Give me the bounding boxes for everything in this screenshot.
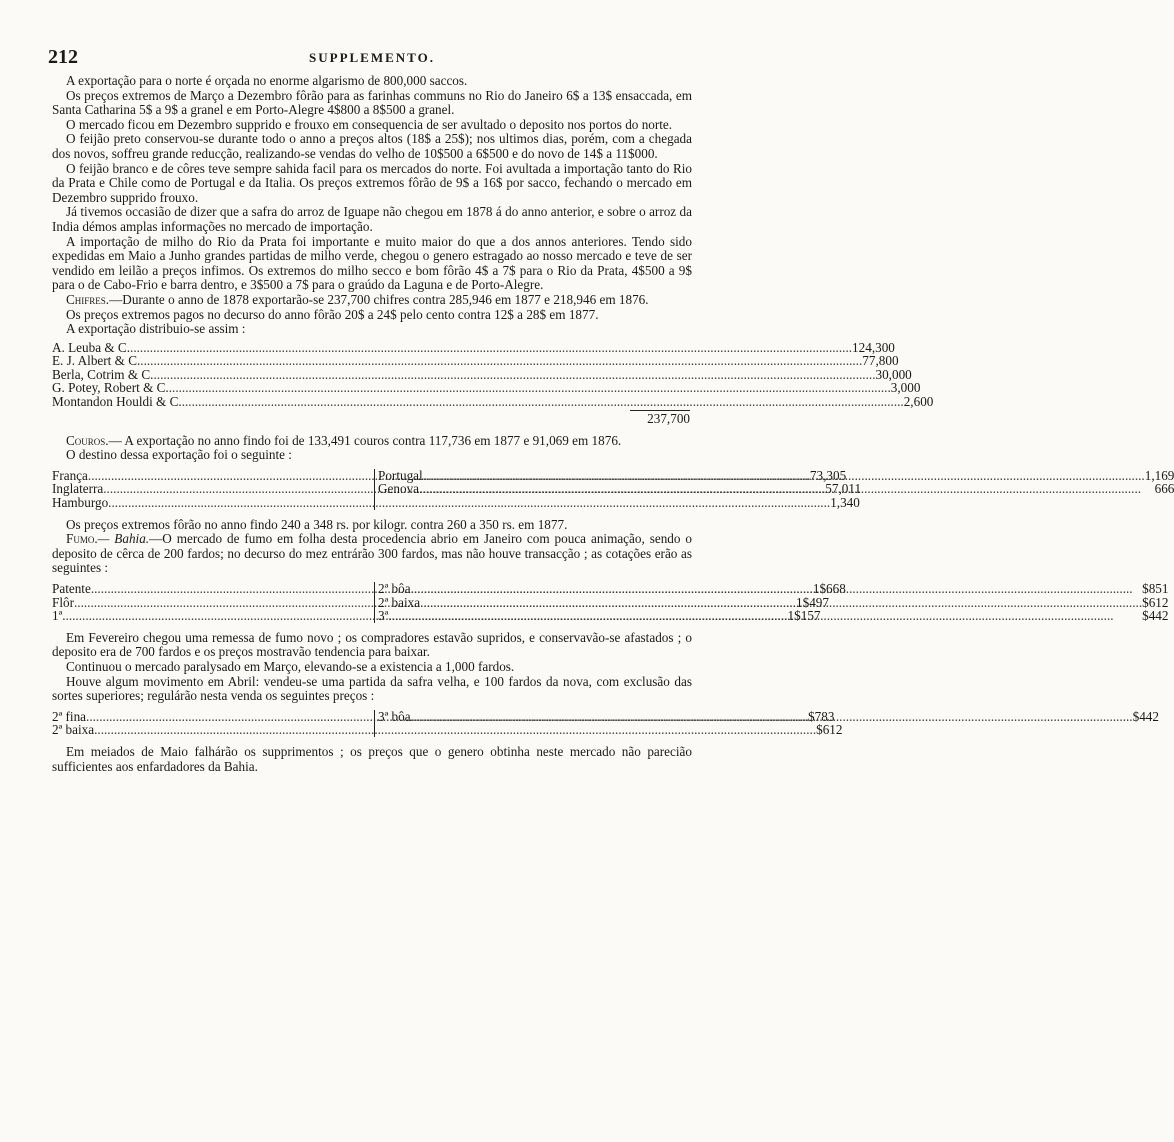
chifres-text: —Durante o anno de 1878 exportarão-se 237,700 chifres contra 285,946 em 1877 e 218,946 em 1876. <box>109 291 649 307</box>
item-value: 77,800 <box>862 353 899 369</box>
item-value: $783 <box>808 708 835 724</box>
item-name: Flôr <box>52 594 74 610</box>
fumo-paragraph <box>52 532 692 576</box>
item-value: 1,340 <box>830 495 860 511</box>
section-head-chifres: Chifres. <box>66 291 110 307</box>
fumo-prices-table <box>52 581 1169 624</box>
list-item <box>378 710 1159 724</box>
chifres-exporters-list <box>52 339 934 410</box>
item-value: 666 <box>1154 481 1174 497</box>
item-value: $442 <box>1142 608 1169 624</box>
paragraph: Já tivemos occasião de dizer que a safra do arroz de Iguape não chegou em 1878 á do anno anterior, e sobre o arroz da India démos amplas informações no mercado de importação. <box>52 204 692 234</box>
item-value: 3,000 <box>890 380 921 396</box>
list-item <box>378 609 1168 623</box>
item-name: 2ª bôa <box>378 581 411 596</box>
paragraph: A exportação distribuio-se assim : <box>66 321 246 337</box>
list-item <box>52 353 899 369</box>
list-item <box>52 339 895 355</box>
item-name: Montandon Houldi & C. <box>52 394 182 410</box>
list-item <box>378 596 1168 610</box>
item-name: Portugal <box>378 467 423 483</box>
item-name: A. Leuba & C. <box>52 339 131 355</box>
fumo-subhead: — Bahia. <box>97 531 150 547</box>
item-name: Hamburgo <box>52 495 109 511</box>
item-name: 3ª. <box>378 608 392 624</box>
paragraph: Houve algum movimento em Abril: vendeu-se uma partida da safra velha, e 100 fardos da nova, com exclusão das sortes superiores; regulárão nesta venda os seguintes preços : <box>52 673 692 704</box>
paragraph: Em meiados de Maio falhárão os supprimentos ; os preços que o genero obtinha neste mercado não parecião sufficientes aos enfardadores da Bahia. <box>52 743 692 774</box>
item-name: Inglaterra <box>52 481 104 497</box>
item-value: $612 <box>816 722 843 738</box>
paragraph: O feijão preto conservou-se durante todo o anno a preços altos (18$ a 25$); nos ultimos dias, porém, com a chegada dos novos, soffreu grande reducção, realizando-se vendas do velho de 10$500 a 6$500 e do novo de 14$ a 11$000. <box>52 131 692 161</box>
item-value: 2,600 <box>903 394 934 410</box>
item-value: $851 <box>1142 581 1169 596</box>
item-value: 1$497 <box>796 594 829 610</box>
fumo-april-prices-table <box>52 708 1159 738</box>
item-name: E. J. Albert & C. <box>52 353 141 369</box>
couros-text: — A exportação no anno findo foi de 133,491 couros contra 117,736 em 1877 e 91,069 em 1876. <box>108 432 622 448</box>
paragraph: O destino dessa exportação foi o seguinte : <box>66 447 292 463</box>
paragraph: A exportação para o norte é orçada no enorme algarismo de 800,000 saccos. <box>66 73 468 88</box>
item-name: 1ª. <box>52 608 66 624</box>
item-name: 3ª bôa <box>378 708 411 724</box>
item-name: Patente <box>52 581 91 596</box>
list-item <box>52 380 921 396</box>
list-item <box>378 469 1174 483</box>
item-value: 73,305 <box>809 467 847 483</box>
list-item <box>378 582 1168 596</box>
document-page <box>48 46 1174 774</box>
item-value: 57,011 <box>825 481 862 497</box>
list-item <box>52 366 912 382</box>
item-name: 2ª baixa <box>378 594 421 610</box>
item-name: G. Potey, Robert & C. <box>52 380 169 396</box>
paragraph: Em Fevereiro chegou uma remessa de fumo novo ; os compradores estavão supridos, e conservavão-se afastados ; o deposito era de 700 fardos e os preços mostravão tendencia para baixar. <box>52 629 692 660</box>
paragraph: O mercado ficou em Dezembro supprido e frouxo em consequencia de ser avultado o deposito nos portos do norte. <box>66 116 673 132</box>
item-name: Genova <box>378 481 420 497</box>
chifres-total: 237,700 <box>647 410 690 426</box>
item-value: $442 <box>1132 708 1159 724</box>
item-value: 1,169 <box>1144 467 1174 483</box>
paragraph: O feijão branco e de côres teve sempre sahida facil para os mercados do norte. Foi avultada a importação tanto do Rio da Prata e Chile como de Portugal e da Italia. Os preços extremos fôrão de 9$ a 16$ por sacco, fechando o mercado em Dezembro supprido frouxo. <box>52 160 692 205</box>
section-head-fumo: Fumo. <box>66 531 98 547</box>
paragraph: Os preços extremos pagos no decurso do anno fôrão 20$ a 24$ pelo cento contra 12$ a 28$ em 1877. <box>66 306 599 322</box>
couros-paragraph <box>52 434 692 449</box>
item-name: França <box>52 467 88 483</box>
item-value: 124,300 <box>852 339 895 355</box>
page-header <box>48 46 692 68</box>
list-item <box>378 482 1174 496</box>
list-item <box>52 495 860 511</box>
running-title: SUPPLEMENTO. <box>309 50 435 65</box>
fumo-text: —O mercado de fumo em folha desta procedencia abrio em Janeiro com pouca animação, sendo o deposito de cêrca de 200 fardos; no decurso do mez entrárão 300 fardos, mas não houve transacção ; as cotações erão as seguintes : <box>52 531 692 576</box>
list-item <box>52 722 843 738</box>
paragraph: Os preços extremos de Março a Dezembro fôrão para as farinhas communs no Rio do Janeiro 6$ a 13$ ensaccada, em Santa Catharina 5$ a 9$ a granel e em Porto-Alegre 4$800 a 8$500 a granel. <box>52 87 692 118</box>
couros-destination-table <box>52 467 1174 511</box>
item-name: Berla, Cotrim & C. <box>52 366 154 382</box>
paragraph: Continuou o mercado paralysado em Março, elevando-se a existencia a 1,000 fardos. <box>66 658 515 674</box>
paragraph: A importação de milho do Rio da Prata foi importante e muito maior do que a dos annos anteriores. Tendo sido expedidas em Maio a Junho grandes partidas de milho verde, chegou o genero estragado ao nosso mercado e teve de ser vendido em leilão a preços infimos. Os extremos do milho secco e bom fôrão 4$ a 7$ para o Rio da Prata, 4$500 a 9$ para o de Cabo-Frio e barra dentro, e 3$500 a 7$ para o graúdo da Laguna e de Porto-Alegre. <box>52 233 692 293</box>
item-value: 30,000 <box>875 366 912 382</box>
item-value: 1$668 <box>812 581 846 596</box>
item-value: 1$157 <box>787 608 821 624</box>
section-head-couros: Couros. <box>66 432 109 448</box>
page-number: 212 <box>48 46 78 68</box>
chifres-paragraph <box>52 293 692 308</box>
paragraph: Os preços extremos fôrão no anno findo 240 a 348 rs. por kilogr. contra 260 a 350 rs. em 1877. <box>66 516 568 532</box>
item-name: 2ª fina <box>52 708 87 724</box>
item-value: $612 <box>1142 594 1169 610</box>
list-item <box>52 394 934 410</box>
item-name: 2ª baixa <box>52 722 95 738</box>
